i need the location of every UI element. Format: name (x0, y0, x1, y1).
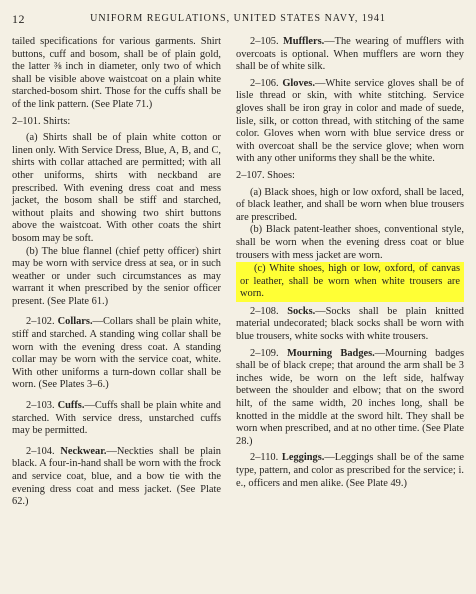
section-heading-2-101: 2–101. Shirts: (12, 115, 71, 127)
section-text: —The wearing of mufflers with overcoats is optional. When mufflers are worn they shall be of white silk. (236, 36, 464, 73)
section-title: Socks. (287, 305, 316, 317)
section-title: Cuffs. (57, 400, 85, 412)
section-2-110 (236, 452, 464, 490)
section-2-102 (12, 316, 221, 392)
section-number: 2–105. (250, 36, 279, 47)
section-title: Mourning Badges. (286, 347, 375, 359)
section-text: —Leggings shall be of the same type, pattern, and color as prescribed for the service; i. e., officers and men alike. (See Plate 49.) (236, 452, 464, 489)
section-2-108 (236, 306, 464, 344)
section-text: —Cuffs shall be plain white and starched. With service dress, unstarched cuffs may be permitted. (12, 400, 221, 437)
section-text: —White service gloves shall be of lisle thread or skin, with white stitching. Service gloves shall be iron gray in color and made of suede, lisle, silk, or cotton thread, with stitching of the same color. Gloves when worn with blue service dress or with overcoat shall be the service glove; when worn with any other uniforms they shall be the white. (236, 77, 464, 165)
page-header (12, 12, 464, 26)
section-2-104 (12, 446, 221, 509)
section-title: Leggings. (281, 452, 325, 464)
section-text: —Neckties shall be plain black. A four-in-hand shall be worn with the frock and service coat, blue, and a bow tie with the evening dress coat and mess jacket. (See Plate 62.) (12, 445, 221, 508)
paragraph-2-101-a: (a) Shirts shall be of plain white cotton or linen only. With Service Dress, Blue, A, B, and C, shirts with collar attached are permitted; with all other uniforms, shirts with neckband are prescribed. With evening dress coat and mess jacket, the bosom shall be stiff and starched, without plaits and showing two shirt buttons above the waistcoat. With other coats the shirt bosom may be soft. (12, 132, 221, 244)
section-heading-2-107: 2–107. Shoes: (236, 169, 295, 181)
section-title: Collars. (57, 316, 93, 328)
intro-paragraph: tailed specifications for various garments. Shirt buttons, cuff and bosom, shall be of plain gold, the latter ⅜ inch in diameter, only two of which shall be visible above waistcoat on a plain white starched-bosom shirt. Those for the cuffs shall be of the link pattern. (See Plate 71.) (12, 36, 221, 110)
section-text: —Socks shall be plain knitted material undecorated; black socks shall be worn with blue trousers, white socks with white trousers. (236, 305, 464, 343)
section-2-109 (236, 348, 464, 449)
highlighted-paragraph-2-107-c: (c) White shoes, high or low, oxford, of canvas or leather, shall be worn when white trousers are worn. (236, 262, 464, 302)
paragraph-2-107-a: (a) Black shoes, high or low oxford, shall be laced, of black leather, and shall be worn when blue trousers are prescribed. (236, 186, 464, 223)
section-number: 2–103. (26, 400, 55, 412)
section-2-103 (12, 400, 221, 438)
section-2-105 (236, 36, 464, 74)
section-title: Neckwear. (60, 445, 107, 457)
section-text: —Mourning badges shall be of black crepe; that around the arm shall be 3 inches wide, be worn on the left side, halfway between the shoulder and elbow; that on the sword hilt, of the same width, 20 inches long, shall be knotted in the middle at the sword hilt. They shall be worn when prescribed, and at no other time. (See Plate 28.) (236, 347, 464, 447)
page-number: 12 (12, 12, 25, 26)
section-title: Mufflers. (282, 36, 325, 47)
left-column (12, 36, 221, 509)
section-text: —Collars shall be plain white, stiff and starched. A standing wing collar shall be worn with the evening dress coat. A standing collar may be worn with the service coat, white. With other uniforms a turn-down collar shall be worn. (See Plates 3–6.) (12, 316, 221, 391)
section-number: 2–109. (250, 347, 279, 359)
section-number: 2–110. (250, 452, 279, 464)
section-title: Gloves. (282, 77, 315, 89)
right-column (236, 36, 464, 490)
section-number: 2–106. (250, 77, 279, 89)
section-2-106 (236, 78, 464, 166)
paragraph-2-101-b: (b) The blue flannel (chief petty officer) shirt may be worn with service dress at sea, or in such weather or under such circumstances as may warrant it when prescribed by the senior officer present. (See Plate 61.) (12, 245, 221, 307)
paragraph-2-107-b: (b) Black patent-leather shoes, conventional style, shall be worn when the evening dress coat or blue trousers with mess jacket are worn. (236, 224, 464, 261)
section-number: 2–104. (26, 445, 55, 457)
running-head: UNIFORM REGULATIONS, UNITED STATES NAVY, 1941 (90, 13, 386, 24)
section-number: 2–108. (250, 305, 279, 317)
section-number: 2–102. (26, 316, 55, 328)
